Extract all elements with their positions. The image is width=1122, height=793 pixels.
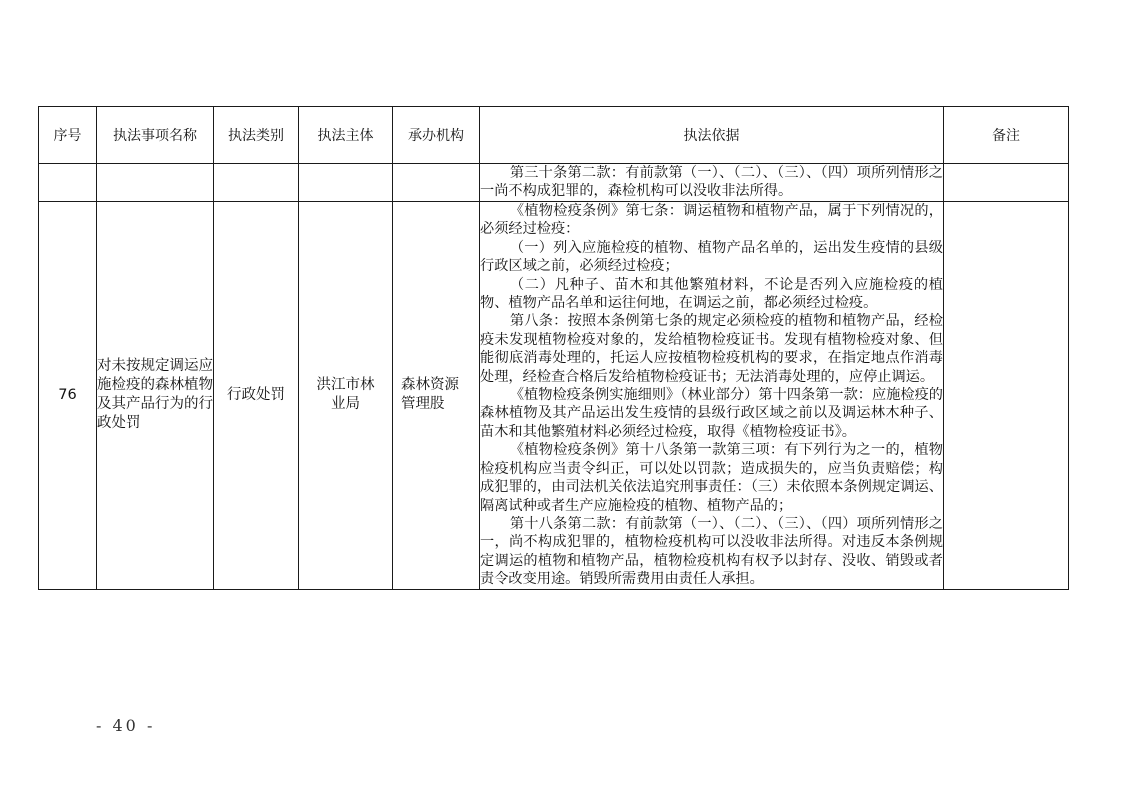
- subject-text: 洪江市林业局: [316, 377, 375, 413]
- basis-paragraph: （二）凡种子、苗木和其他繁殖材料，不论是否列入应施检疫的植物、植物产品名单和运往何地，在调运之前，都必须经过检疫。: [480, 276, 943, 312]
- basis-paragraph: 《植物检疫条例》第十八条第一款第三项：有下列行为之一的，植物检疫机构应当责令纠正，可以处以罚款；造成损失的，应当负责赔偿；构成犯罪的，由司法机关依法追究刑事责任：（三）未依照本条例规定调运、隔离试种或者生产应施检疫的植物、植物产品的；: [480, 442, 943, 514]
- cell-note-empty: [944, 164, 1069, 202]
- header-item-name: 执法事项名称: [97, 107, 214, 164]
- cell-item-name: 对未按规定调运应施检疫的森林植物及其产品行为的行政处罚: [97, 202, 214, 590]
- cell-seq-empty: [39, 164, 97, 202]
- basis-paragraph: 《植物检疫条例实施细则》（林业部分）第十四条第一款：应施检疫的森林植物及其产品运出发生疫情的县级行政区域之前以及调运林木种子、苗木和其他繁殖材料必须经过检疫，取得《植物检疫证书》。: [480, 387, 943, 440]
- cell-seq: 76: [39, 202, 97, 590]
- cell-subject-empty: [299, 164, 393, 202]
- header-basis: 执法依据: [480, 107, 944, 164]
- basis-paragraph: 《植物检疫条例》第七条：调运植物和植物产品，属于下列情况的，必须经过检疫：: [480, 203, 943, 238]
- basis-paragraph: （一）列入应施检疫的植物、植物产品名单的，运出发生疫情的县级行政区域之前，必须经过检疫；: [480, 239, 943, 275]
- basis-paragraph: 第八条：按照本条例第七条的规定必须检疫的植物和植物产品，经检疫未发现植物检疫对象的，发给植物检疫证书。发现有植物检疫对象、但能彻底消毒处理的，托运人应按植物检疫机构的要求，在指定地点作消毒处理，经检查合格后发给植物检疫证书；无法消毒处理的，应停止调运。: [480, 313, 943, 385]
- basis-paragraph: 第三十条第二款：有前款第（一）、（二）、（三）、（四）项所列情形之一尚不构成犯罪的，森检机构可以没收非法所得。: [480, 165, 943, 200]
- basis-paragraph: 第十八条第二款：有前款第（一）、（二）、（三）、（四）项所列情形之一，尚不构成犯罪的，植物检疫机构可以没收非法所得。对违反本条例规定调运的植物和植物产品，植物检疫机构有权予以封存、没收、销毁或者责令改变用途。销毁所需费用由责任人承担。: [480, 515, 943, 588]
- header-category: 执法类别: [214, 107, 299, 164]
- cell-office: [393, 202, 480, 590]
- table-row: [39, 202, 1069, 590]
- cell-basis-continued: [480, 164, 944, 202]
- office-text: 森林资源管理股: [401, 377, 459, 413]
- cell-office-empty: [393, 164, 480, 202]
- header-note: 备注: [944, 107, 1069, 164]
- enforcement-table: [38, 106, 1069, 590]
- table-row-continued: [39, 164, 1069, 202]
- cell-item-name-empty: [97, 164, 214, 202]
- header-office: 承办机构: [393, 107, 480, 164]
- header-subject: 执法主体: [299, 107, 393, 164]
- header-seq: 序号: [39, 107, 97, 164]
- table-header-row: [39, 107, 1069, 164]
- cell-category-empty: [214, 164, 299, 202]
- cell-basis: [480, 202, 944, 590]
- cell-category: 行政处罚: [214, 202, 299, 590]
- page-number: - 40 -: [96, 716, 156, 735]
- cell-subject: [299, 202, 393, 590]
- cell-note: [944, 202, 1069, 590]
